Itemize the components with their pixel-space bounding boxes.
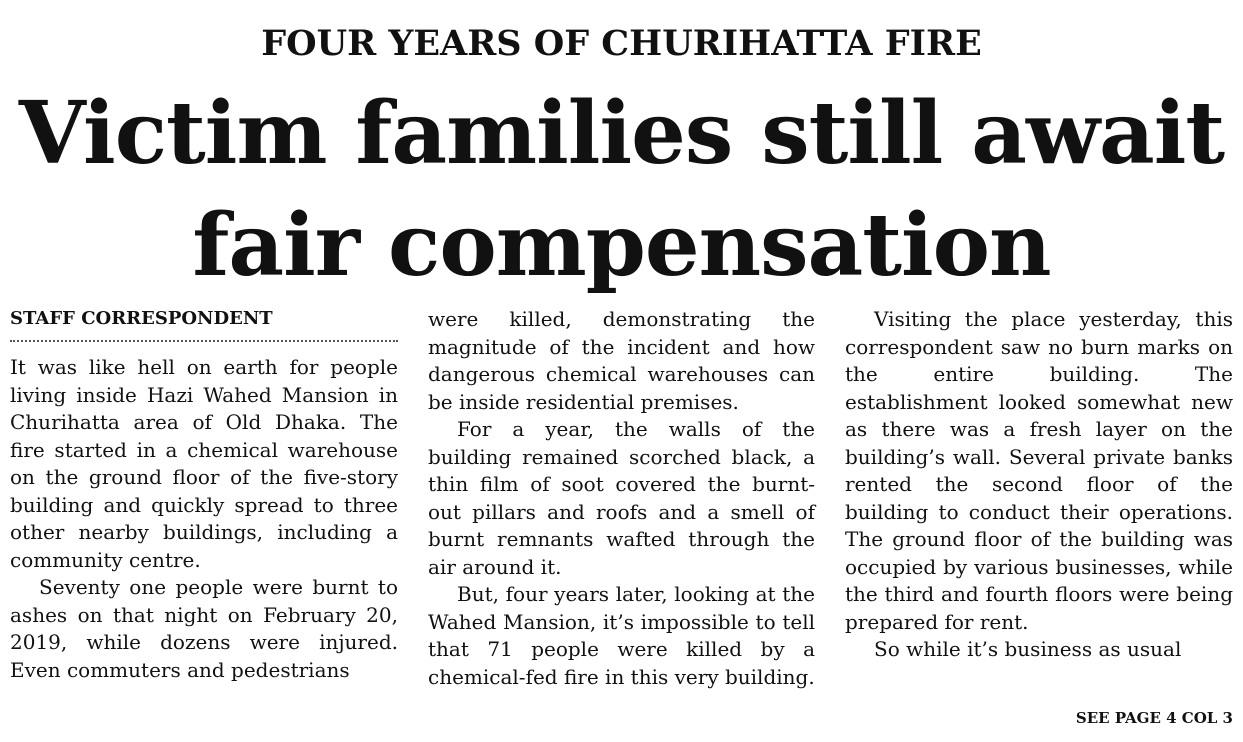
byline: STAFF CORRESPONDENT <box>10 306 398 342</box>
paragraph-6: So while it’s business as usual <box>874 637 1182 661</box>
paragraph-3: For a year, the walls of the building remained scorched black, a thin film of soot covered the burnt-out pillars and roofs and a smell of burnt remnants wafted through the air around it. <box>428 417 815 579</box>
column-2 <box>428 306 815 691</box>
column-3 <box>845 306 1233 664</box>
headline-line-1: Victim families still await <box>18 83 1225 184</box>
paragraph-2: Seventy one people were burnt to ashes on that night on February 20, 2019, while dozens were injured. Even commuters and pedestrians <box>10 575 398 682</box>
headline <box>0 78 1243 302</box>
continued-jump-line: SEE PAGE 4 COL 3 <box>1075 709 1233 727</box>
paragraph-2-continued: were killed, demonstrating the magnitude of the incident and how dangerous chemical warehouses can be inside residential premises. <box>428 307 815 414</box>
column-1 <box>10 306 398 684</box>
paragraph-5: Visiting the place yesterday, this correspondent saw no burn marks on the entire building. The establishment looked somewhat new as there was a fresh layer on the building’s wall. Several private banks rented the second floor of the building to conduct their operations. The ground floor of the building was occupied by various businesses, while the third and fourth floors were being prepared for rent. <box>845 307 1233 634</box>
headline-line-2: fair compensation <box>192 195 1051 296</box>
paragraph-1: It was like hell on earth for people living inside Hazi Wahed Mansion in Churihatta area of Old Dhaka. The fire started in a chemical warehouse on the ground floor of the five-story building and quickly spread to three other nearby buildings, including a community centre. <box>10 355 398 572</box>
paragraph-4: But, four years later, looking at the Wahed Mansion, it’s impossible to tell that 71 people were killed by a chemical-fed fire in this very building. <box>428 582 815 689</box>
kicker: FOUR YEARS OF CHURIHATTA FIRE <box>261 23 982 64</box>
